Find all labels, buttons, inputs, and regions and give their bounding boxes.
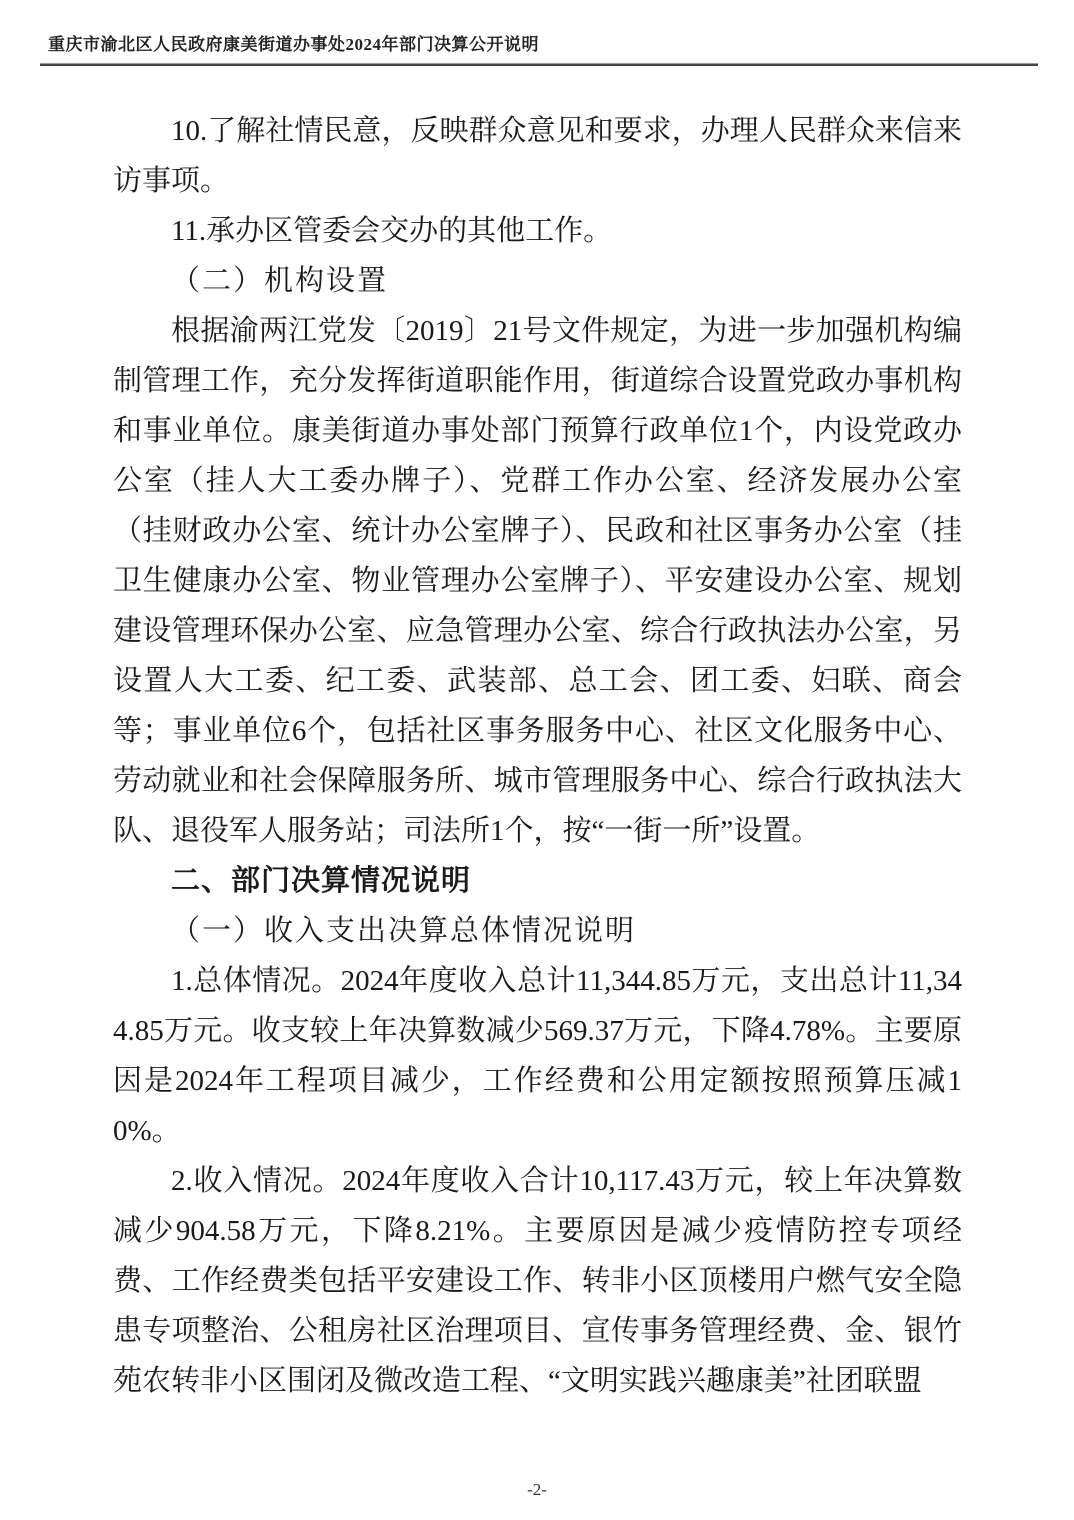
paragraph-overall-situation: 1.总体情况。2024年度收入总计11,344.85万元，支出总计11,344.85万元。收支较上年决算数减少569.37万元，下降4.78%。主要原因是2024年工程项目减少，工作经费和公用定额按照预算压减10%。 [113,965,962,1147]
page-number: -2- [527,1480,547,1499]
paragraph-duty-10: 10.了解社情民意，反映群众意见和要求，办理人民群众来信来访事项。 [113,115,962,197]
paragraph-org-details: 根据渝两江党发〔2019〕21号文件规定，为进一步加强机构编制管理工作，充分发挥街道职能作用，街道综合设置党政办事机构和事业单位。康美街道办事处部门预算行政单位1个，内设党政办公室（挂人大工委办牌子）、党群工作办公室、经济发展办公室（挂财政办公室、统计办公室牌子）、民政和社区事务办公室（挂卫生健康办公室、物业管理办公室牌子）、平安建设办公室、规划建设管理环保办公室、应急管理办公室、综合行政执法办公室，另设置人大工委、纪工委、武装部、总工会、团工委、妇联、商会等；事业单位6个，包括社区事务服务中心、社区文化服务中心、劳动就业和社会保障服务所、城市管理服务中心、综合行政执法大队、退役军人服务站；司法所1个，按“一街一所”设置。 [113,315,962,847]
document-body [113,106,962,1406]
header-rule [40,62,1038,66]
document-header-title: 重庆市渝北区人民政府康美街道办事处2024年部门决算公开说明 [48,35,539,54]
paragraph-duty-11: 11.承办区管委会交办的其他工作。 [171,215,613,247]
subsection-heading-org-setup: （二）机构设置 [171,265,389,297]
section-heading-final-accounts: 二、部门决算情况说明 [171,865,472,897]
page-header [40,30,1038,66]
subsection-heading-revenue-expenditure-overview: （一）收入支出决算总体情况说明 [171,915,637,947]
paragraph-income-situation: 2.收入情况。2024年度收入合计10,117.43万元，较上年决算数减少904.58万元，下降8.21%。主要原因是减少疫情防控专项经费、工作经费类包括平安建设工作、转非小区顶楼用户燃气安全隐患专项整治、公租房社区治理项目、宣传事务管理经费、金、银竹苑农转非小区围闭及微改造工程、“文明实践兴趣康美”社团联盟 [113,1165,962,1397]
